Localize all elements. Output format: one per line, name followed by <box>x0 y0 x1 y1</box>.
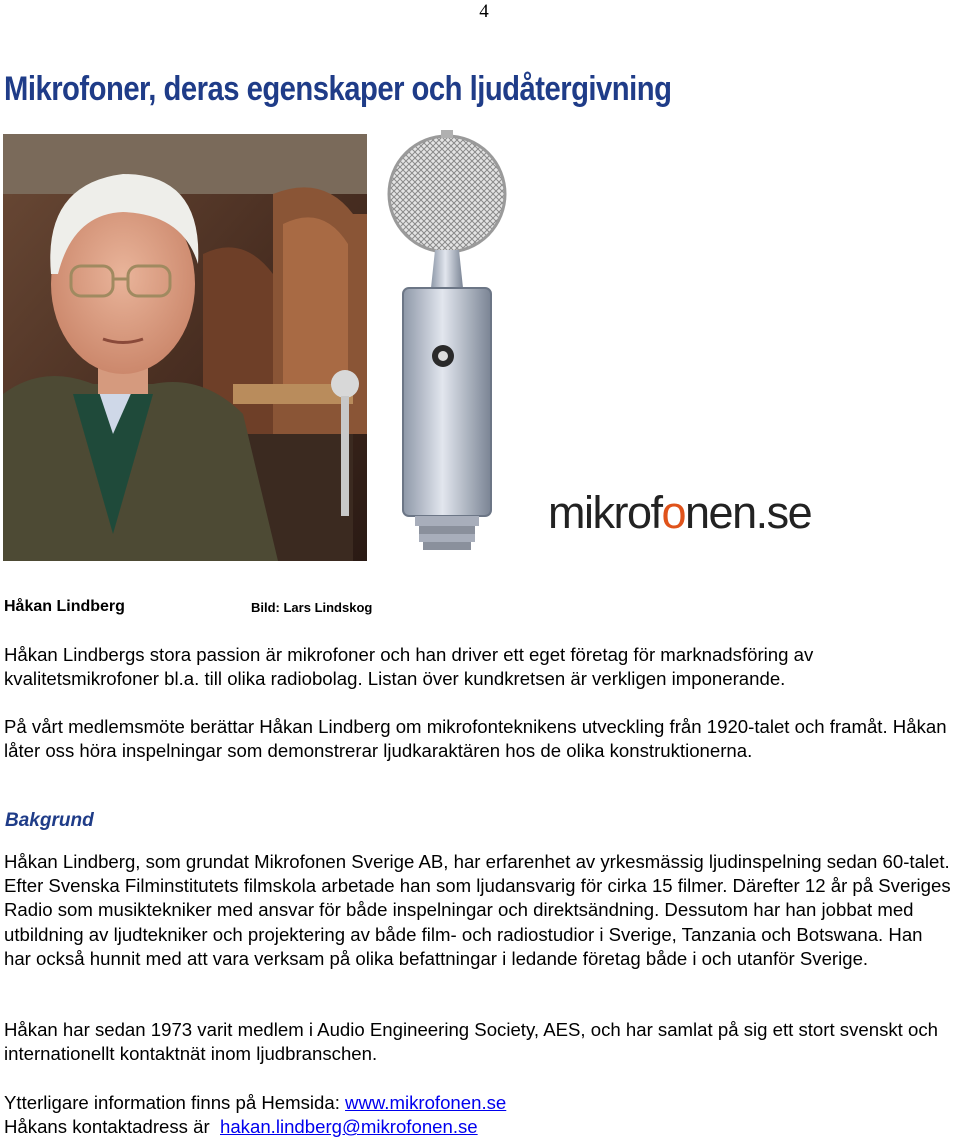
email-link[interactable]: hakan.lindberg@mikrofonen.se <box>220 1116 478 1138</box>
meeting-paragraph: På vårt medlemsmöte berättar Håkan Lindberg om mikrofonteknikens utveckling från 1920-talet och framåt. Håkan låter oss höra inspelningar som demonstrerar ljudkaraktären hos de olika konstruktionerna. <box>4 716 947 762</box>
logo-text-accent: o <box>661 487 686 538</box>
photo-caption-name: Håkan Lindberg <box>4 598 125 615</box>
logo-text-part2: nen.se <box>685 487 812 538</box>
photo-credit: Bild: Lars Lindskog <box>251 600 373 615</box>
background-paragraph: Håkan Lindberg, som grundat Mikrofonen Sverige AB, har erfarenhet av yrkesmässig ljudinspelning sedan 60-talet. Efter Svenska Filminstitutets filmskola arbetade han som ljudansvarig för cirka 15 filmer. Därefter 12 år på Sveriges Radio som musiktekniker med ansvar för både inspelningar och direktsändning. Dessutom har han jobbat med utbildning av ljudtekniker och projektering av både film- och radiostudior i Sverige, Tanzania och Botswana. Han har också hunnit med att vara verksam på olika befattningar i ledande företag både i och utanför Sverige. <box>4 851 951 969</box>
intro-paragraph: Håkan Lindbergs stora passion är mikrofoner och han driver ett eget företag för marknadsföring av kvalitetsmikrofoner bl.a. till olika radiobolag. Listan över kundkretsen är verkligen imponerande. <box>4 644 814 690</box>
website-link[interactable]: www.mikrofonen.se <box>345 1092 507 1113</box>
contact-prefix: Håkans kontaktadress är <box>4 1116 220 1138</box>
page-title: Mikrofoner, deras egenskaper och ljudåtergivning <box>4 70 672 108</box>
microphone-image <box>385 128 510 553</box>
contact-paragraph <box>4 1091 954 1139</box>
page-number: 4 <box>479 1 489 22</box>
info-prefix: Ytterligare information finns på Hemsida: <box>4 1092 346 1113</box>
logo-text-part1: mikrof <box>548 487 662 538</box>
section-heading-bakgrund: Bakgrund <box>5 810 94 831</box>
aes-paragraph: Håkan har sedan 1973 varit medlem i Audio Engineering Society, AES, och har samlat på sig ett stort svenskt och internationellt kontaktnät inom ljudbranschen. <box>4 1019 938 1065</box>
mikrofonen-logo <box>548 487 811 539</box>
portrait-photo <box>3 134 367 561</box>
